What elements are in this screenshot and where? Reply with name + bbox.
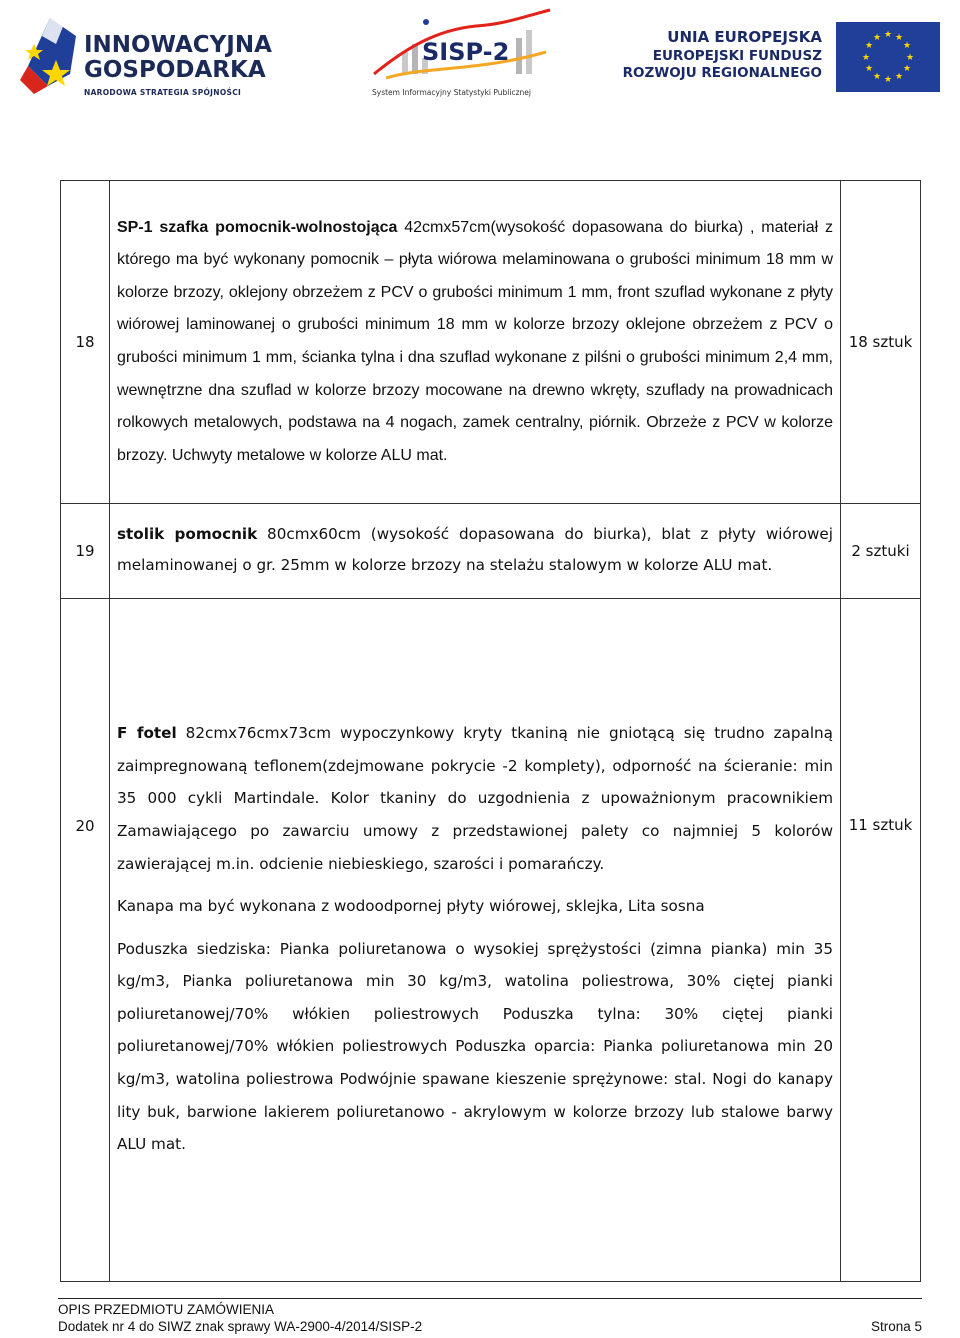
logo-left-line2: GOSPODARKA [84,57,266,83]
item-paragraph-sofa: Kanapa ma być wykonana z wodoodpornej płyty wiórowej, sklejka, Lita sosna [117,897,705,916]
svg-text:★: ★ [872,33,882,43]
specification-table [60,180,921,1282]
page-footer [58,1298,922,1335]
item-number: 18 [61,181,110,504]
eu-logo-line3: ROZWOJU REGIONALNEGO [622,65,822,81]
table-row [61,504,921,599]
svg-text:★: ★ [864,64,874,74]
svg-text:★: ★ [883,75,893,85]
item-paragraph-cushions: Poduszka siedziska: Pianka poliuretanowa o wysokiej sprężystości (zimna pianka) min 35 kg/m3, Pianka poliuretanowa min 30 kg/m3, watolina poliestrowa, 30% ciętej pianki poliuretanowej/70% włókien poliestrowych Poduszka tylna: 30% ciętej pianki poliuretanowej/70% włókien poliestrowych Poduszka oparcia: Pianka poliuretanowa min 20 kg/m3, watolina poliestrowa Podwójnie spawane kieszenie sprężynowe: stal. Nogi do kanapy lity buk, barwione lakierem poliuretanowo - akrylowym w kolorze brzozy lub stalowe barwy ALU mat. [117,939,833,1154]
svg-text:★: ★ [894,72,904,82]
item-title: F fotel [117,724,177,743]
footer-reference [58,1318,922,1335]
item-description [110,181,841,504]
item-number: 20 [61,599,110,1282]
item-title: SP-1 szafka pomocnik-wolnostojąca [117,218,398,236]
item-description [110,599,841,1282]
table-row [61,599,921,1282]
eu-flag-icon [836,22,940,92]
item-title: stolik pomocnik [117,525,258,543]
svg-text:★: ★ [864,41,874,51]
item-text: 80cmx60cm (wysokość dopasowana do biurka), blat z płyty wiórowej melaminowanej o gr. 25mm w kolorze brzozy na stelażu stalowym w kolorze ALU mat. [117,525,833,574]
item-text: 82cmx76cmx73cm wypoczynkowy kryty tkaniną nie gniotącą się trudno zapalną zaimpregnowaną teflonem(zdejmowane pokrycie -2 komplety), odporność na ścieranie: min 35 000 cykli Martindale. Kolor tkaniny do uzgodnienia z upoważnionym pracownikiem Zamawiającego po zawarciu umowy z przedstawionej palety co najmniej 5 kolorów zawierającej m.in. odcienie niebieskiego, szarości i pomarańczy. [117,724,833,873]
footer-title: OPIS PRZEDMIOTU ZAMÓWIENIA [58,1302,275,1317]
item-description [110,504,841,599]
svg-text:★: ★ [902,64,912,74]
sisp-2-logo [366,8,560,104]
logo-left-line3: NARODOWA STRATEGIA SPÓJNOŚCI [84,88,242,97]
eu-logo-line1: UNIA EUROPEJSKA [667,28,822,46]
table-row [61,181,921,504]
item-quantity: 18 sztuk [841,181,921,504]
innowacyjna-gospodarka-logo [20,14,270,98]
svg-text:★: ★ [894,33,904,43]
footer-case-number: Dodatek nr 4 do SIWZ znak sprawy WA-2900-4/2014/SISP-2 [58,1319,423,1334]
page-number: Strona 5 [870,1319,922,1334]
svg-text:★: ★ [872,72,882,82]
sisp-subtitle: System Informacyjny Statystyki Publicznej [372,88,531,97]
svg-text:★: ★ [861,53,871,63]
svg-text:★: ★ [905,53,915,63]
eu-logo-line2: EUROPEJSKI FUNDUSZ [652,48,822,64]
item-number: 19 [61,504,110,599]
eu-regional-fund-logo [622,22,940,94]
sisp-title: SISP-2 [422,38,510,66]
ig-emblem-icon [20,14,82,98]
item-quantity: 11 sztuk [841,599,921,1282]
item-text: 42cmx57cm(wysokość dopasowana do biurka) , materiał z którego ma być wykonany pomocnik – płyta wiórowa melaminowana o grubości minimum 18 mm w kolorze brzozy, oklejony obrzeżem z PCV o grubości minimum 1 mm, front szuflad wykonane z płyty wiórowej laminowanej o grubości minimum 18 mm w kolorze brzozy oklejone obrzeżem z PCV o grubości minimum 1 mm, ścianka tylna i dna szuflad wykonane z pilśni o grubości minimum 2,4 mm, wewnętrzne dna szuflad w kolorze brzozy mocowane na drewno wkręty, szuflady na prowadnicach rolkowych metalowych, podstawa na 4 nogach, zamek centralny, piórnik. Obrzeże z PCV w kolorze brzozy. Uchwyty metalowe w kolorze ALU mat. [117,218,834,464]
logo-left-line1: INNOWACYJNA [84,32,272,58]
svg-text:★: ★ [902,41,912,51]
svg-text:★: ★ [883,30,893,40]
item-quantity: 2 sztuki [841,504,921,599]
